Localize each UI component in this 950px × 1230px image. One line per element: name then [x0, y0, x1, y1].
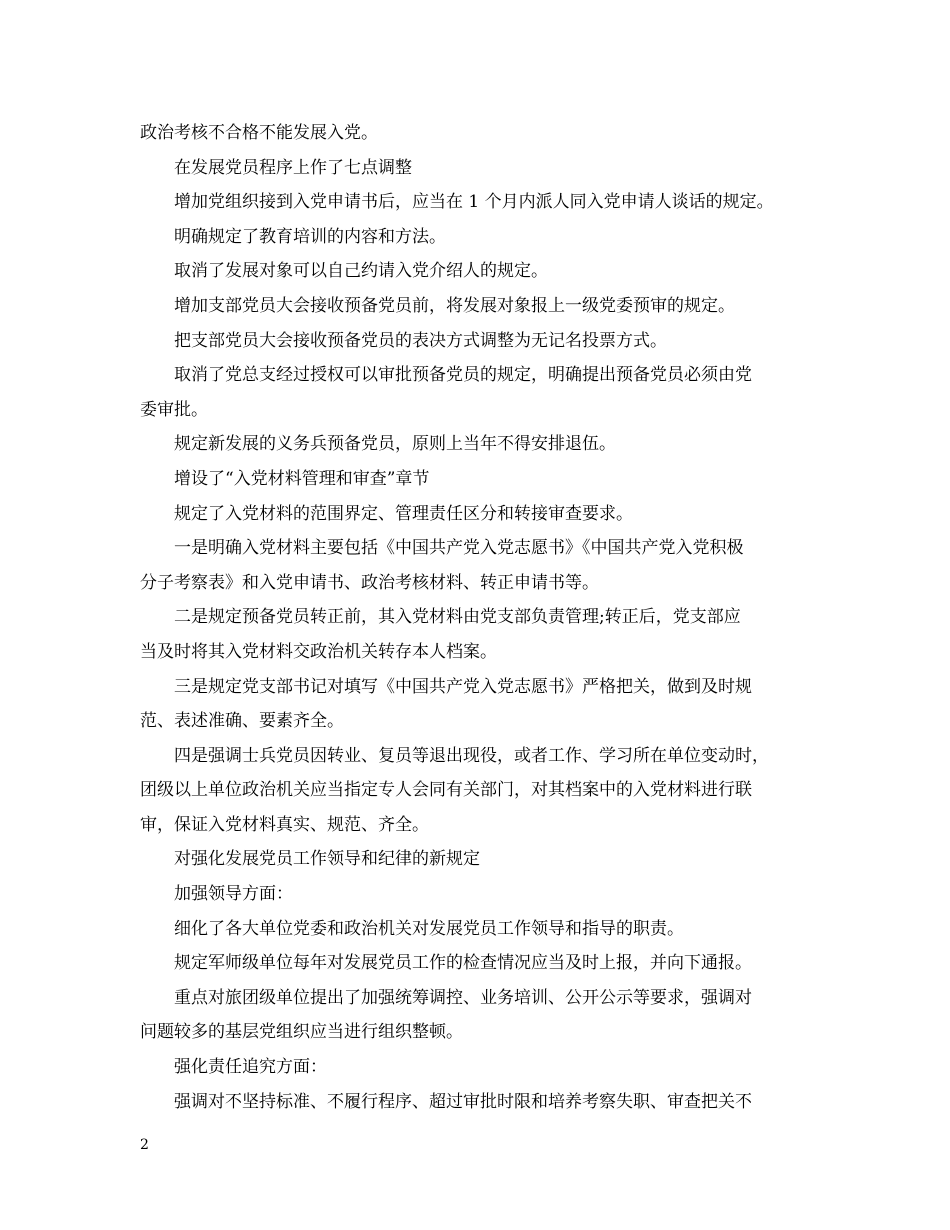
text-line: 把支部党员大会接收预备党员的表决方式调整为无记名投票方式。	[174, 330, 667, 351]
text-line: 规定了入党材料的范围界定、管理责任区分和转接审查要求。	[174, 503, 633, 524]
text-line: 二是规定预备党员转正前，其入党材料由党支部负责管理;转正后，党支部应	[174, 607, 741, 628]
paragraph	[140, 220, 830, 255]
text-line: 团级以上单位政治机关应当指定专人会同有关部门，对其档案中的入党材料进行联	[140, 780, 752, 801]
text-line: 明确规定了教育培训的内容和方法。	[174, 226, 446, 247]
text-line: 细化了各大单位党委和政治机关对发展党员工作领导和指导的职责。	[174, 918, 684, 939]
text-line: 四是强调士兵党员因转业、复员等退出现役，或者工作、学习所在单位变动时，	[174, 745, 769, 766]
text-line: 取消了党总支经过授权可以审批预备党员的规定，明确提出预备党员必须由党	[174, 365, 752, 386]
document-body	[140, 116, 830, 1119]
text-line: 增加党组织接到入党申请书后，应当在 1 个月内派人同入党申请人谈话的规定。	[174, 192, 774, 213]
paragraph	[140, 497, 830, 532]
paragraph	[140, 324, 830, 359]
text-line: 重点对旅团级单位提出了加强统筹调控、业务培训、公开公示等要求，强调对	[174, 987, 752, 1008]
paragraph	[140, 1050, 830, 1085]
text-line: 规定军师级单位每年对发展党员工作的检查情况应当及时上报，并向下通报。	[174, 953, 752, 974]
text-line: 规定新发展的义务兵预备党员，原则上当年不得安排退伍。	[174, 434, 616, 455]
paragraph	[140, 185, 830, 220]
paragraph	[140, 151, 830, 186]
text-line: 政治考核不合格不能发展入党。	[140, 123, 378, 143]
text-line: 在发展党员程序上作了七点调整	[174, 157, 412, 178]
paragraph	[140, 842, 830, 877]
text-line: 问题较多的基层党组织应当进行组织整顿。	[140, 1022, 463, 1043]
text-line: 分子考察表》和入党申请书、政治考核材料、转正申请书等。	[140, 572, 599, 593]
paragraph	[140, 912, 830, 947]
text-line: 强调对不坚持标准、不履行程序、超过审批时限和培养考察失职、审查把关不	[174, 1091, 752, 1112]
text-line: 一是明确入党材料主要包括《中国共产党入党志愿书》《中国共产党入党积极	[174, 538, 744, 559]
text-line: 范、表述准确、要素齐全。	[140, 711, 344, 732]
paragraph	[140, 946, 830, 981]
text-line: 取消了发展对象可以自己约请入党介绍人的规定。	[174, 261, 548, 282]
paragraph	[140, 462, 830, 497]
paragraph	[140, 358, 830, 427]
text-line: 增加支部党员大会接收预备党员前，将发展对象报上一级党委预审的规定。	[174, 295, 735, 316]
paragraph	[140, 254, 830, 289]
paragraph	[140, 116, 830, 151]
text-line: 三是规定党支部书记对填写《中国共产党入党志愿书》严格把关，做到及时规	[174, 676, 752, 697]
paragraph	[140, 877, 830, 912]
page-number: 2	[140, 1137, 149, 1153]
text-line: 审，保证入党材料真实、规范、齐全。	[140, 814, 429, 835]
paragraph	[140, 600, 830, 669]
paragraph	[140, 670, 830, 739]
paragraph	[140, 981, 830, 1050]
text-line: 增设了“入党材料管理和审查”章节	[174, 468, 430, 489]
paragraph	[140, 531, 830, 600]
text-line: 当及时将其入党材料交政治机关转存本人档案。	[140, 641, 497, 662]
text-line: 加强领导方面：	[174, 884, 293, 905]
text-line: 对强化发展党员工作领导和纪律的新规定	[174, 849, 480, 870]
paragraph	[140, 1085, 830, 1120]
paragraph	[140, 739, 830, 843]
text-line: 委审批。	[140, 399, 208, 420]
paragraph	[140, 289, 830, 324]
text-line: 强化责任追究方面：	[174, 1057, 327, 1078]
paragraph	[140, 427, 830, 462]
